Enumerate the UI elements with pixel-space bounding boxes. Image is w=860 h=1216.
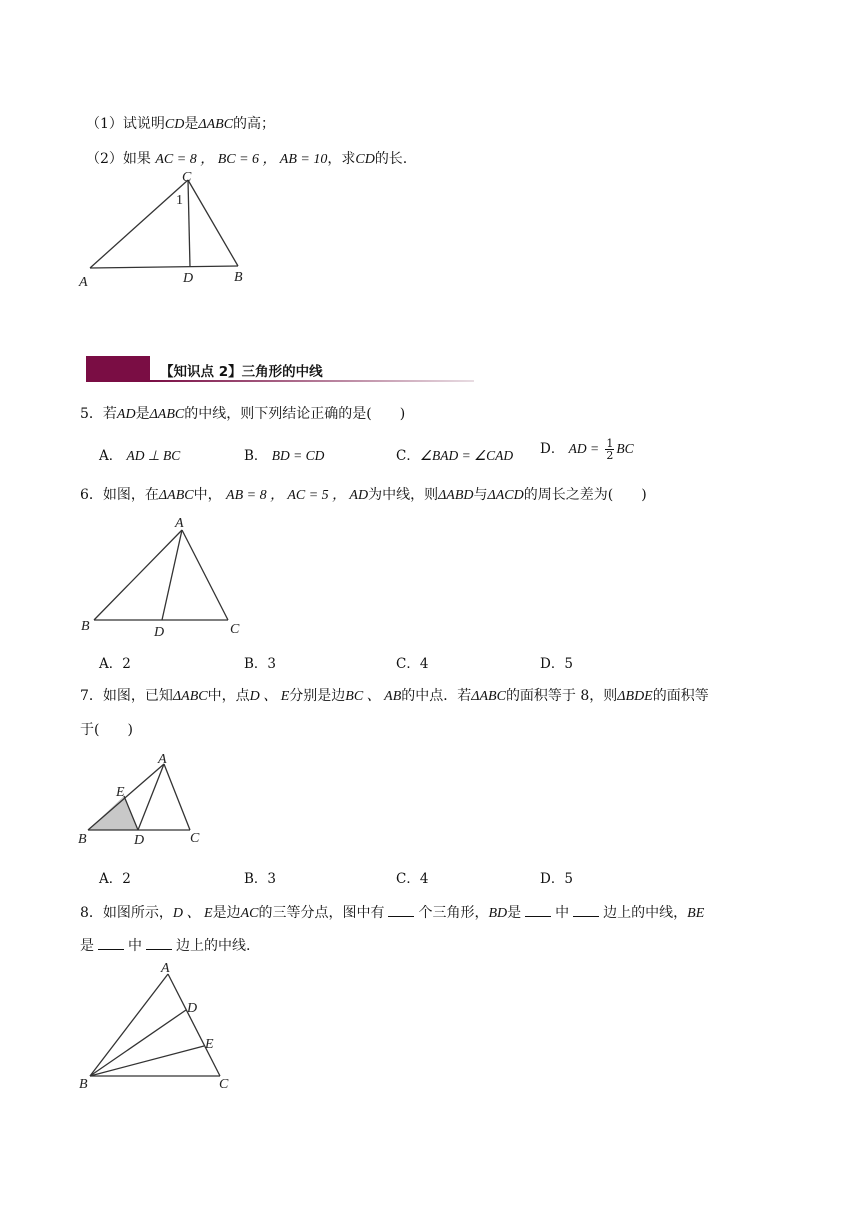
q8-stem-line1: 8．如图所示，D 、 E是边AC的三等分点，图中有 个三角形，BD是 中 边上的中线，BE <box>80 905 705 921</box>
q6-label-b: B <box>81 619 90 634</box>
q7-stem-line1: 7．如图，已知ΔABC中，点D 、 E分别是边BC 、 AB的中点．若ΔABC的面积等于 8，则ΔBDE的面积等 <box>80 688 709 704</box>
q7-label-b: B <box>78 832 87 847</box>
q7-label-a: A <box>158 752 167 767</box>
q4-label-c: C <box>182 170 192 185</box>
q8-label-e: E <box>205 1037 214 1052</box>
q4-part2: （2）如果 AC = 8 ， BC = 6 ， AB = 10，求CD的长. <box>86 151 408 167</box>
q7-figure <box>74 750 214 850</box>
q7-option-a: A．2 <box>99 871 131 887</box>
q7-label-c: C <box>190 831 200 846</box>
q6-option-d: D．5 <box>540 656 573 672</box>
blank-bd-side[interactable] <box>573 904 599 917</box>
q8-label-d: D <box>187 1001 198 1016</box>
q7-option-c: C．4 <box>396 871 429 887</box>
q8-figure <box>74 958 244 1092</box>
section-banner <box>86 356 474 382</box>
q5-option-a: A． AD ⊥ BC <box>99 448 181 464</box>
q6-option-a: A．2 <box>99 656 131 672</box>
fraction-one-half: $\frac{1}{2}$ <box>606 437 614 462</box>
q7-option-d: D．5 <box>540 871 573 887</box>
q5-option-d: D． AD = $\frac{1}{2}$ BC <box>540 437 634 462</box>
blank-be-triangle[interactable] <box>98 937 124 950</box>
q4-label-1: 1 <box>176 193 183 208</box>
q5-option-c: C．∠BAD = ∠CAD <box>396 448 514 464</box>
q4-label-d: D <box>183 271 194 286</box>
q6-label-a: A <box>175 516 184 531</box>
q6-label-c: C <box>230 622 240 637</box>
banner-rule <box>150 380 474 382</box>
q6-label-d: D <box>154 625 165 640</box>
q4-label-b: B <box>234 270 243 285</box>
q6-stem: 6．如图，在ΔABC中， AB = 8 ， AC = 5 ， AD为中线，则ΔABD与ΔACD的周长之差为( ) <box>80 487 647 503</box>
q7-stem-line2: 于( ) <box>80 722 133 738</box>
blank-triangle-count[interactable] <box>388 904 414 917</box>
q8-label-a: A <box>161 961 170 976</box>
q7-label-e: E <box>116 785 125 800</box>
q8-stem-line2: 是 中 边上的中线. <box>80 938 251 954</box>
q4-label-a: A <box>79 275 88 290</box>
blank-bd-triangle[interactable] <box>525 904 551 917</box>
q6-option-c: C．4 <box>396 656 429 672</box>
q5-stem: 5．若AD是ΔABC的中线，则下列结论正确的是( ) <box>80 406 406 422</box>
q7-label-d: D <box>134 833 145 848</box>
q4-part1: （1）试说明CD是ΔABC的高； <box>86 116 276 132</box>
q8-label-b: B <box>79 1077 88 1092</box>
section-title: 【知识点 2】三角形的中线 <box>160 364 323 380</box>
q6-figure <box>76 510 256 640</box>
q6-option-b: B．3 <box>244 656 277 672</box>
blank-be-side[interactable] <box>146 937 172 950</box>
q4-figure <box>74 166 264 290</box>
q5-option-b: B． BD = CD <box>244 448 325 464</box>
q8-label-c: C <box>219 1077 229 1092</box>
banner-block <box>86 356 150 382</box>
q7-option-b: B．3 <box>244 871 277 887</box>
